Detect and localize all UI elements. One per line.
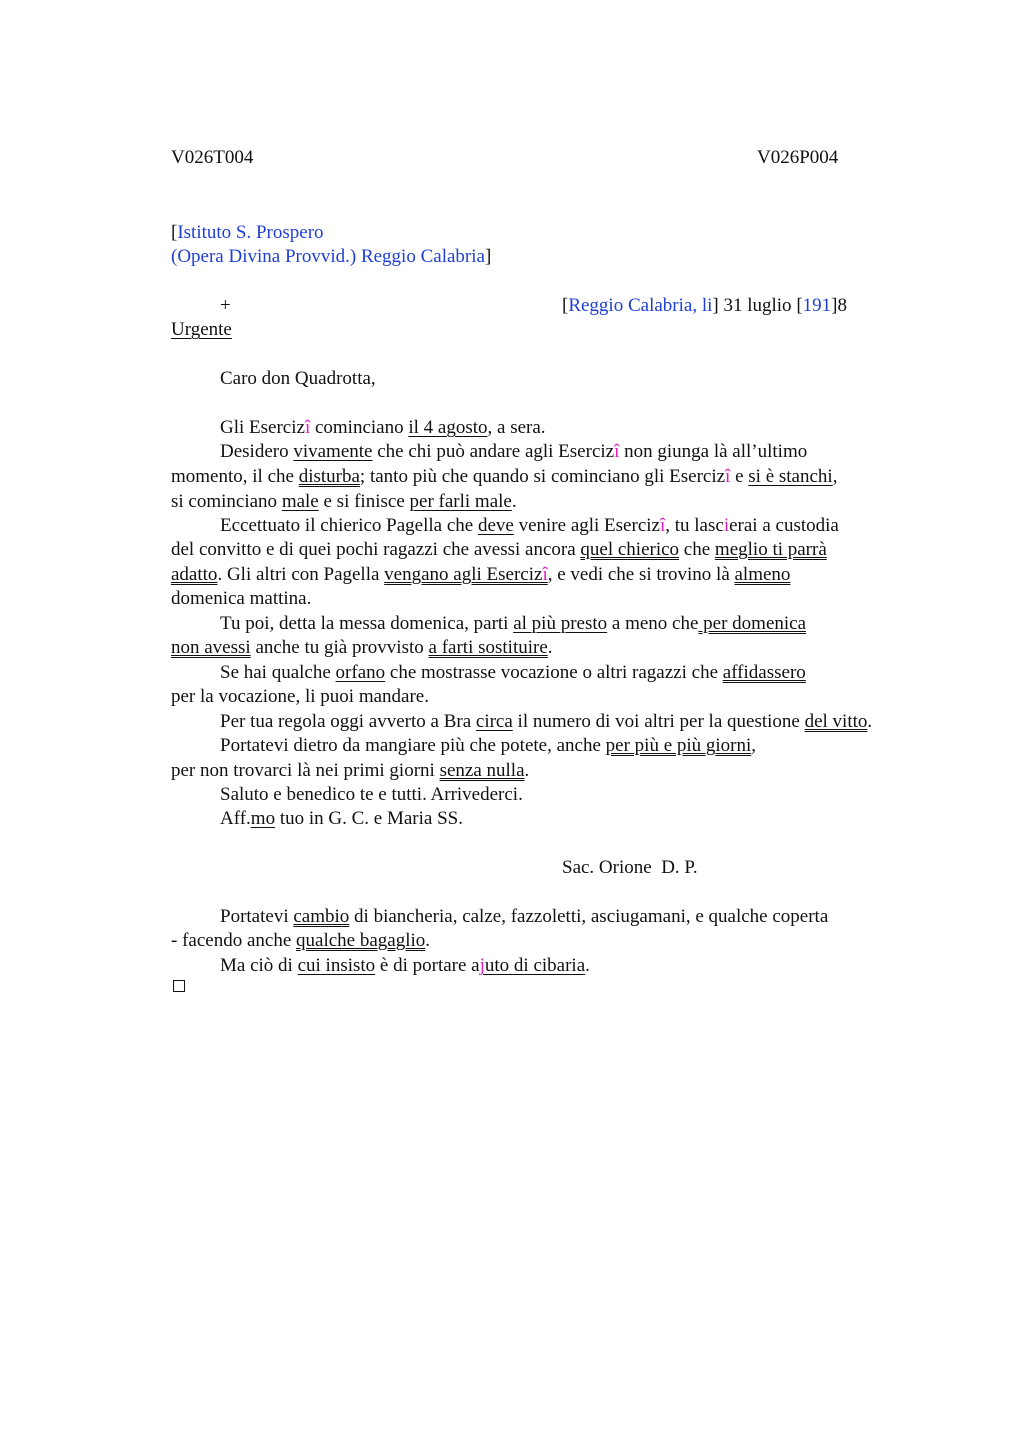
body-line: Gli Esercizî cominciano il 4 agosto, a sera. [220, 417, 546, 438]
document-code-left: V026T004 [171, 147, 254, 168]
body-line: Per tua regola oggi avverto a Bra circa il numero di voi altri per la questione del vitto. [220, 711, 873, 732]
salutation: Caro don Quadrotta, [220, 368, 376, 389]
end-marker-box [173, 980, 185, 992]
body-line: per non trovarci là nei primi giorni senza nulla. [171, 760, 530, 781]
body-line: si cominciano male e si finisce per farli male. [171, 491, 517, 512]
body-line: per la vocazione, li puoi mandare. [171, 686, 429, 707]
body-line: Portatevi dietro da mangiare più che potete, anche per più e più giorni, [220, 735, 757, 756]
letterhead-line-1: [Istituto S. Prospero [171, 222, 324, 243]
letterhead-line-2: (Opera Divina Provvid.) Reggio Calabria] [171, 246, 492, 267]
body-line: Tu poi, detta la messa domenica, parti al più presto a meno che per domenica [220, 613, 807, 634]
closing-line: Aff.mo tuo in G. C. e Maria SS. [220, 808, 463, 829]
body-line: adatto. Gli altri con Pagella vengano agli Esercizî, e vedi che si trovino là almeno [171, 564, 791, 585]
body-line: Desidero vivamente che chi può andare agli Esercizî non giunga là all’ultimo [220, 441, 808, 462]
signature: Sac. Orione D. P. [562, 857, 698, 878]
body-line: momento, il che disturba; tanto più che quando si cominciano gli Esercizî e si è stanchi, [171, 466, 838, 487]
urgent-label: Urgente [171, 319, 232, 340]
cross-symbol: + [220, 295, 231, 316]
body-line: Saluto e benedico te e tutti. Arrivederci. [220, 784, 523, 805]
body-line: non avessi anche tu già provvisto a farti sostituire. [171, 637, 553, 658]
postscript-line: Ma ciò di cui insisto è di portare ajuto di cibaria. [220, 955, 590, 976]
body-line: domenica mattina. [171, 588, 312, 609]
document-code-right: V026P004 [757, 147, 839, 168]
dateline: [Reggio Calabria, li] 31 luglio [191]8 [562, 295, 847, 316]
body-line: del convitto e di quei pochi ragazzi che avessi ancora quel chierico che meglio ti parrà [171, 539, 827, 560]
body-line: Eccettuato il chierico Pagella che deve venire agli Esercizî, tu lascierai a custodia [220, 515, 839, 536]
body-line: Se hai qualche orfano che mostrasse vocazione o altri ragazzi che affidassero [220, 662, 806, 683]
postscript-line: Portatevi cambio di biancheria, calze, fazzoletti, asciugamani, e qualche coperta [220, 906, 829, 927]
postscript-line: - facendo anche qualche bagaglio. [171, 930, 431, 951]
